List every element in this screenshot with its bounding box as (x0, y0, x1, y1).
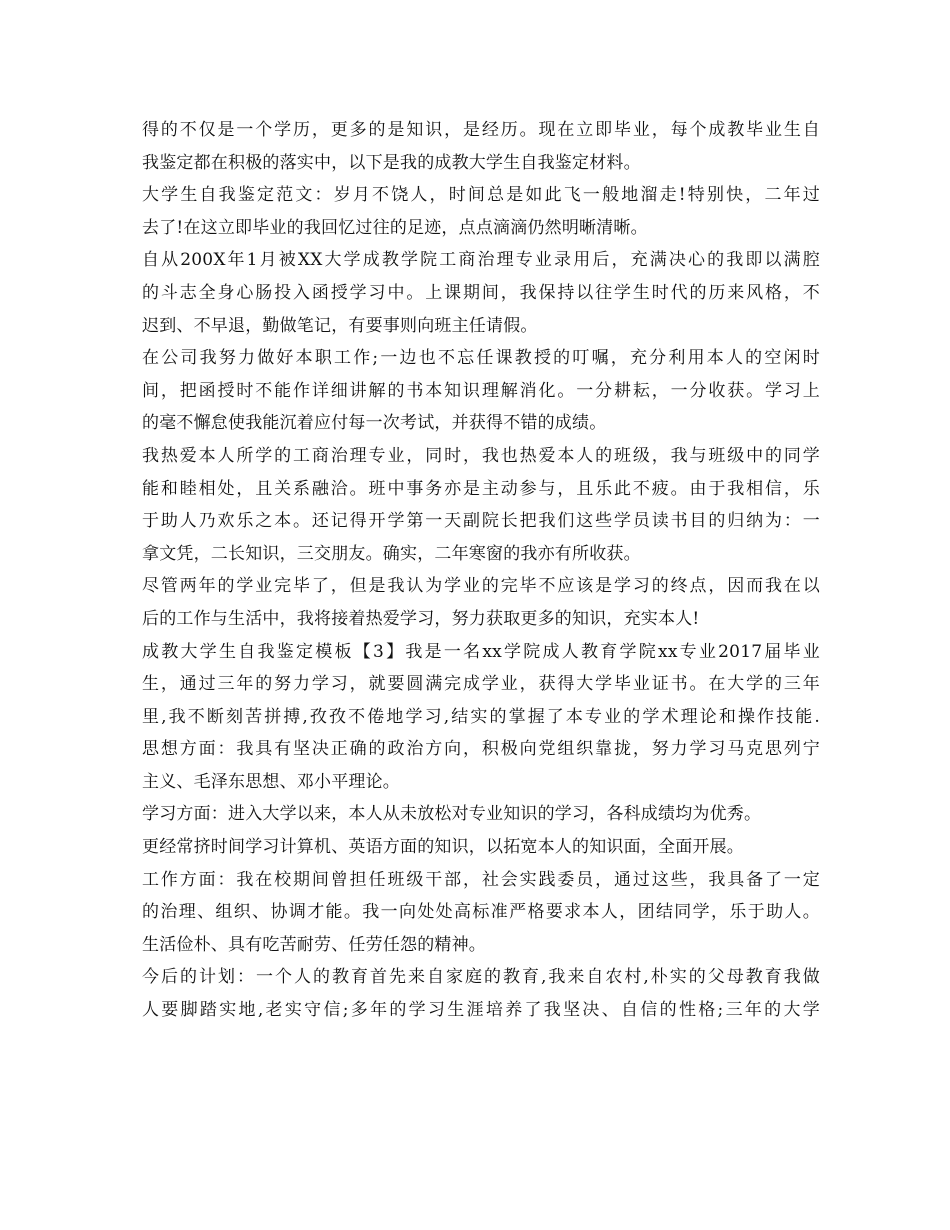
text-line: 生，通过三年的努力学习，就要圆满完成学业，获得大学毕业证书。在大学的三年 (142, 674, 820, 695)
text-line: 自从200X年1月被XX大学成教学院工商治理专业录用后，充满决心的我即以满腔 (142, 250, 820, 271)
text-line: 的斗志全身心肠投入函授学习中。上课期间，我保持以往学生时代的历来风格，不 (142, 282, 820, 303)
text-line: 的毫不懈怠使我能沉着应付每一次考试，并获得不错的成绩。 (142, 413, 607, 434)
text-line: 今后的计划：一个人的教育首先来自家庭的教育,我来自农村,朴实的父母教育我做 (142, 967, 820, 988)
text-line: 我鉴定都在积极的落实中，以下是我的成教大学生自我鉴定材料。 (142, 152, 641, 173)
text-line: 能和睦相处，且关系融洽。班中事务亦是主动参与，且乐此不疲。由于我相信，乐 (142, 478, 820, 499)
text-line: 生活俭朴、具有吃苦耐劳、任劳任怨的精神。 (142, 934, 486, 955)
text-line: 尽管两年的学业完毕了，但是我认为学业的完毕不应该是学习的终点，因而我在以 (142, 576, 820, 597)
text-line: 的治理、组织、协调才能。我一向处处高标准严格要求本人，团结同学，乐于助人。 (142, 902, 820, 923)
text-line: 迟到、不早退，勤做笔记，有要事则向班主任请假。 (142, 315, 538, 336)
text-line: 里,我不断刻苦拼搏,孜孜不倦地学习,结实的掌握了本专业的学术理论和操作技能. (142, 706, 820, 727)
text-line: 去了!在这立即毕业的我回忆过往的足迹，点点滴滴仍然明晰清晰。 (142, 217, 648, 238)
text-line: 拿文凭，二长知识，三交朋友。确实，二年寒窗的我亦有所收获。 (142, 543, 641, 564)
text-line: 成教大学生自我鉴定模板【3】我是一名xx学院成人教育学院xx专业2017届毕业 (142, 641, 820, 662)
text-line: 在公司我努力做好本职工作;一边也不忘任课教授的叮嘱，充分利用本人的空闲时 (142, 348, 820, 369)
text-line: 间，把函授时不能作详细讲解的书本知识理解消化。一分耕耘，一分收获。学习上 (142, 380, 820, 401)
text-line: 后的工作与生活中，我将接着热爱学习，努力获取更多的知识，充实本人! (142, 608, 700, 629)
text-line: 于助人乃欢乐之本。还记得开学第一天副院长把我们这些学员读书目的归纳为：一 (142, 511, 820, 532)
text-line: 工作方面：我在校期间曾担任班级干部，社会实践委员，通过这些，我具备了一定 (142, 869, 820, 890)
text-line: 思想方面：我具有坚决正确的政治方向，积极向党组织靠拢，努力学习马克思列宁 (142, 739, 820, 760)
text-line: 我热爱本人所学的工商治理专业，同时，我也热爱本人的班级，我与班级中的同学 (142, 445, 820, 466)
text-line: 人要脚踏实地,老实守信;多年的学习生涯培养了我坚决、自信的性格;三年的大学 (142, 1000, 820, 1021)
document-body (142, 114, 820, 1027)
text-line: 大学生自我鉴定范文：岁月不饶人，时间总是如此飞一般地溜走!特别快，二年过 (142, 185, 820, 206)
text-line: 更经常挤时间学习计算机、英语方面的知识，以拓宽本人的知识面，全面开展。 (142, 837, 744, 858)
text-line: 主义、毛泽东思想、邓小平理论。 (142, 771, 400, 792)
text-line: 学习方面：进入大学以来，本人从未放松对专业知识的学习，各科成绩均为优秀。 (142, 804, 762, 825)
text-line: 得的不仅是一个学历，更多的是知识，是经历。现在立即毕业，每个成教毕业生自 (142, 120, 820, 140)
